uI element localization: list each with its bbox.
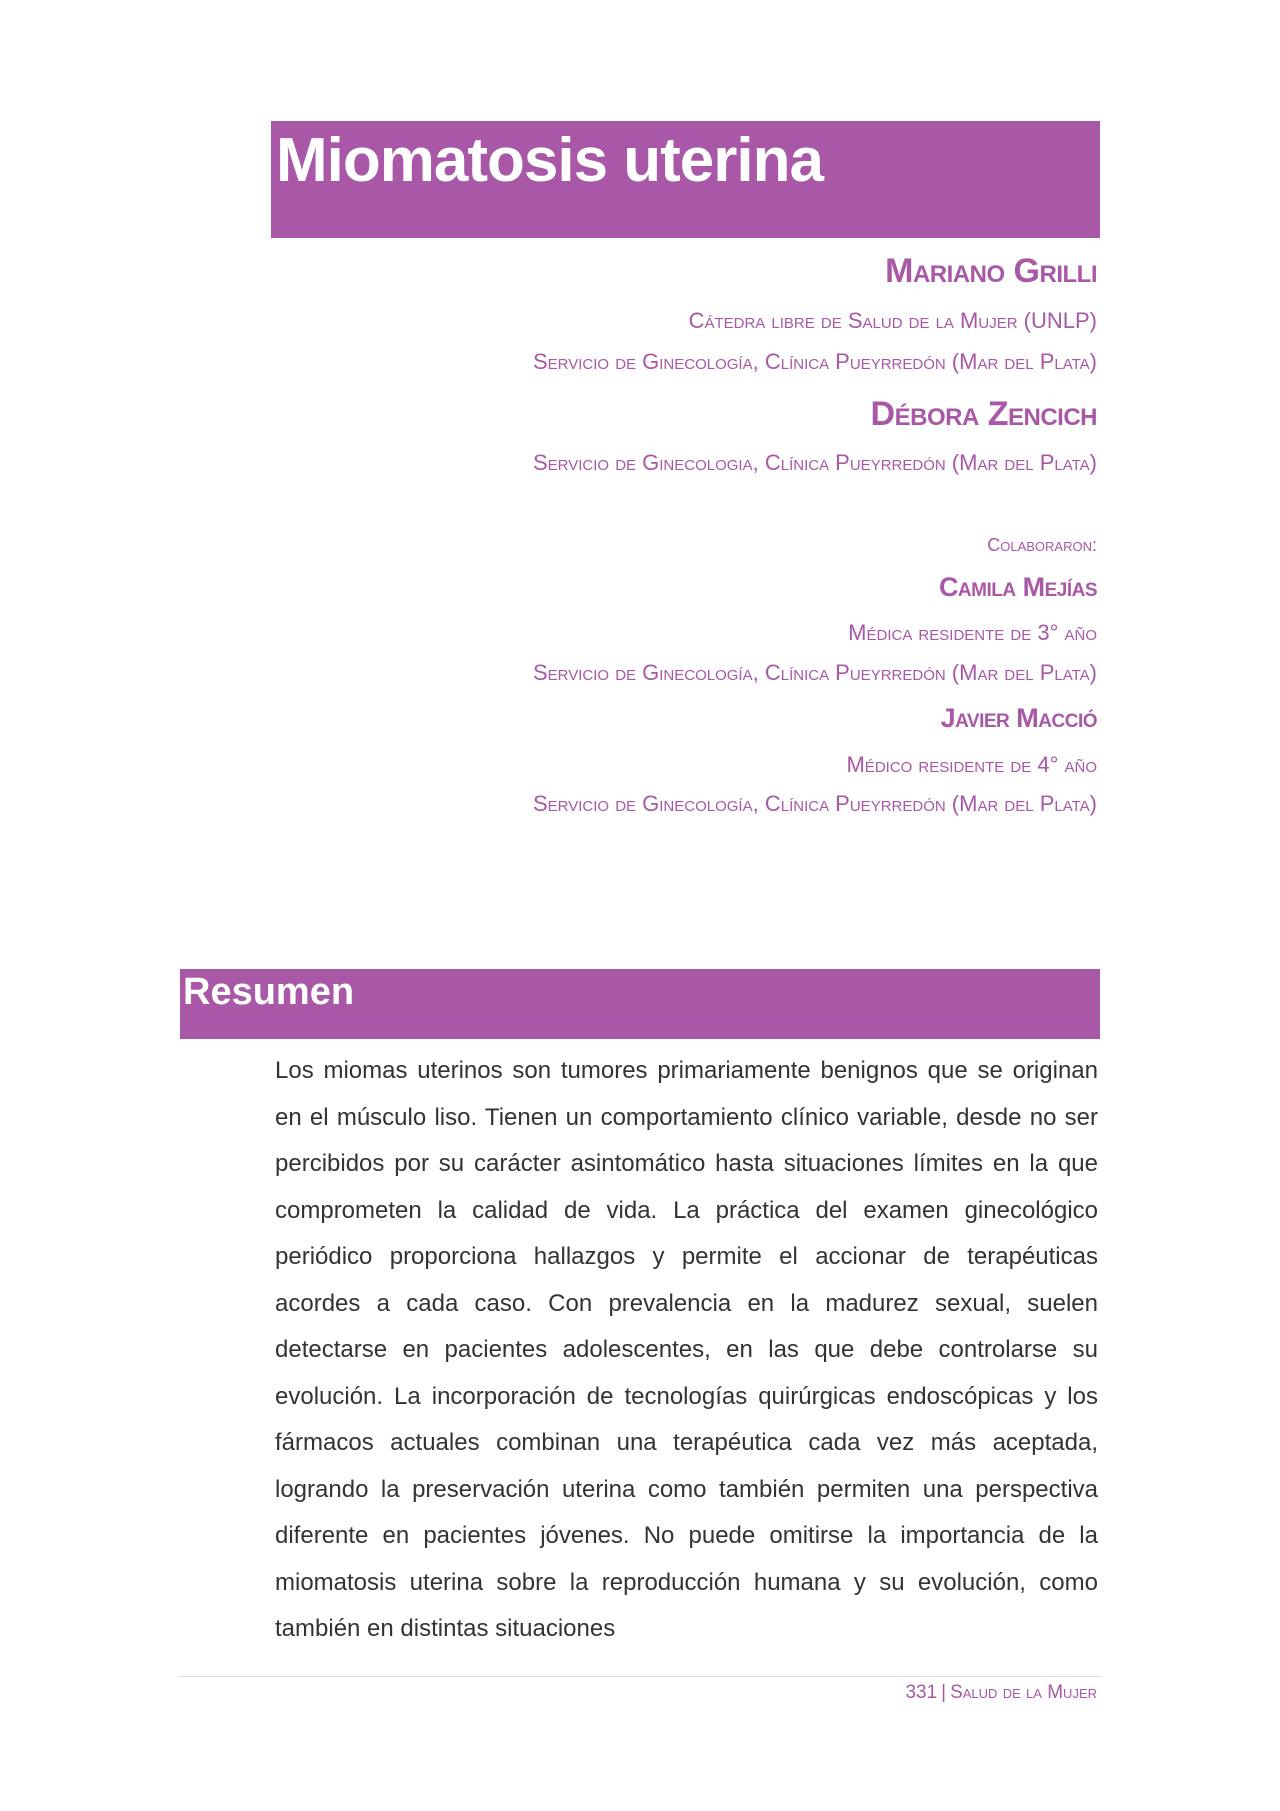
page-number: 331	[905, 1682, 938, 1703]
book-title: Salud de la Mujer	[950, 1682, 1097, 1703]
author-affiliation: Servicio de Ginecologia, Clínica Pueyrredón (Mar del Plata)	[533, 450, 1097, 475]
footer-separator: |	[941, 1682, 947, 1703]
collaborator-name: Javier Macció	[940, 703, 1097, 733]
collaborator-affiliation: Servicio de Ginecología, Clínica Pueyrredón (Mar del Plata)	[533, 660, 1097, 685]
author-affiliation: Servicio de Ginecología, Clínica Pueyrredón (Mar del Plata)	[533, 349, 1097, 374]
author-name: Mariano Grilli	[885, 252, 1097, 290]
chapter-title-banner	[271, 121, 1100, 238]
footer-divider	[180, 1676, 1100, 1677]
collaborator-role: Médica residente de 3° año	[848, 620, 1097, 645]
author-affiliation: Cátedra libre de Salud de la Mujer (UNLP)	[688, 308, 1097, 333]
summary-paragraph: Los miomas uterinos son tumores primariamente benignos que se originan en el músculo liso. Tienen un comportamiento clínico variable, desde no ser percibidos por su carácter asintomático hasta situaciones límites en la que comprometen la calidad de vida. La práctica del examen ginecológico periódico proporciona hallazgos y permite el accionar de terapéuticas acordes a cada caso. Con prevalencia en la madurez sexual, suelen detectarse en pacientes adolescentes, en las que debe controlarse su evolución. La incorporación de tecnologías quirúrgicas endoscópicas y los fármacos actuales combinan una terapéutica cada vez más aceptada, logrando la preservación uterina como también permiten una perspectiva diferente en pacientes jóvenes. No puede omitirse la importancia de la miomatosis uterina sobre la reproducción humana y su evolución, como también en distintas situaciones	[275, 1057, 1098, 1642]
collaborator-affiliation: Servicio de Ginecología, Clínica Pueyrredón (Mar del Plata)	[533, 791, 1097, 816]
collaborators-label: Colaboraron:	[987, 535, 1097, 555]
author-name: Débora Zencich	[870, 395, 1097, 433]
collaborator-role: Médico residente de 4° año	[846, 752, 1097, 777]
chapter-title: Miomatosis uterina	[276, 126, 823, 195]
summary-heading-banner	[180, 969, 1100, 1039]
collaborator-name: Camila Mejías	[938, 572, 1097, 602]
summary-heading: Resumen	[183, 971, 355, 1013]
page-footer	[905, 1682, 1097, 1704]
